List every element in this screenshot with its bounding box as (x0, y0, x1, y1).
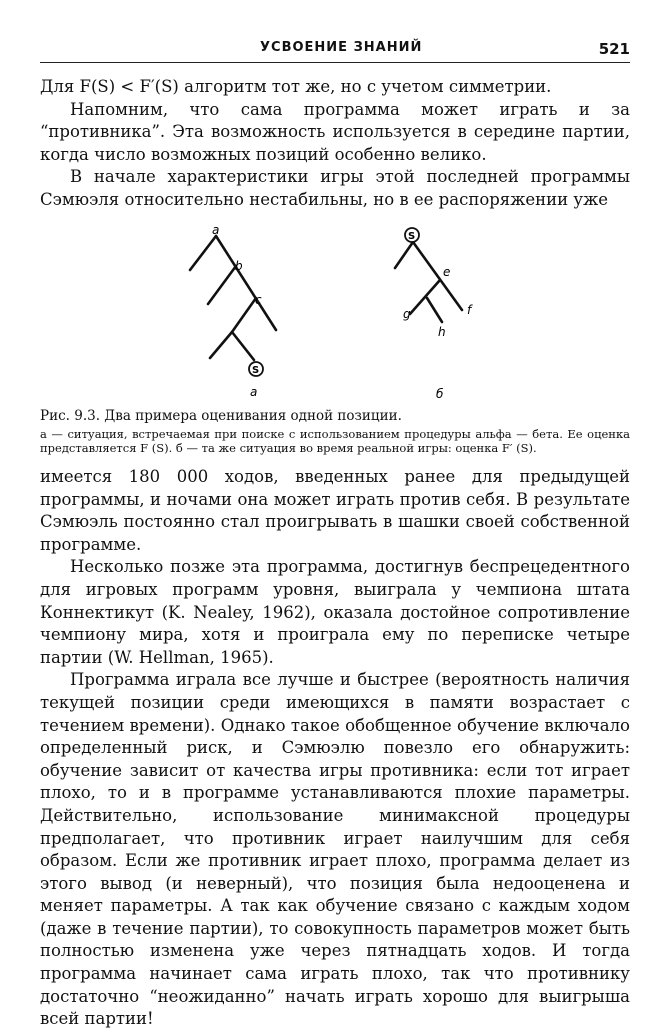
tree-a-edge (208, 266, 236, 304)
paragraph: Программа играла все лучше и быстрее (вероятность наличия текущей позиции среди имеющихся в памяти возрастает с течением времени). Однако такое обобщенное обучение включало определенный риск, и Сэмюэлю повезло его обнаружить: обучение зависит от качества игры противника: если тот играет плохо, то и в программе устанавливаются плохие параметры. Действительно, использование минимаксной процедуры предполагает, что противник играет наилучшим для себя образом. Если же противник играет плохо, программа делает из этого вывод (и неверный), что позиция была недооценена и меняет параметры. А так как обучение связано с каждым ходом (даже в течение партии), то совокупность параметров может быть полностью изменена уже через пятнадцать ходов. И тогда программа начинает сама играть плохо, так что противнику достаточно “неожиданно” начать играть хорошо для выигрыша всей партии! (40, 670, 630, 1029)
tree-b-sublabel: б (436, 387, 444, 400)
tree-a-edge (232, 332, 254, 360)
tree-a-edge (210, 332, 232, 358)
caption-title: Рис. 9.3. Два примера оценивания одной позиции. (40, 408, 402, 424)
caption-text: а — ситуация, встречаемая при поиске с использованием процедуры альфа — бета. Ее оценка представляется F (S). б — та же ситуация во время реальной игры: оценка F′ (S). (40, 427, 630, 455)
tree-a-edge (232, 298, 256, 332)
tree-b-edge (427, 298, 442, 322)
tree-b-node-f: f (467, 303, 472, 317)
tree-b-node-g: g (403, 307, 411, 321)
paragraph: Напомним, что сама программа может играть и за “противника”. Эта возможность используется в середине партии, когда число возможных позиций особенно велико. (40, 99, 630, 164)
paragraph: Несколько позже эта программа, достигнув беспрецедентного для игровых программ уровня, выиграла у чемпиона штата Коннектикут (K. Nealey, 1962), оказала достойное сопротивление чемпиону мира, хотя и проиграла ему по переписке четыре партии (W. Hellman, 1965). (40, 557, 630, 667)
tree-a-sublabel: а (250, 385, 258, 399)
figure-caption (40, 408, 630, 455)
tree-a-node-c: c (255, 293, 262, 307)
figure-9-3 (170, 218, 500, 400)
game-tree-diagram (170, 218, 500, 400)
body-text-bottom (40, 466, 630, 1031)
paragraph: В начале характеристики игры этой последней программы Сэмюэля относительно нестабильны, но в ее распоряжении уже (40, 167, 630, 209)
tree-a-node-a: a (212, 223, 220, 237)
tree-b-node-s: S (408, 231, 416, 242)
body-text-top (40, 76, 630, 212)
running-title: УСВОЕНИЕ ЗНАНИЙ (260, 40, 423, 55)
page-number: 521 (598, 40, 630, 58)
tree-a-node-s: S (252, 365, 260, 376)
running-header (40, 40, 630, 62)
paragraph-formula: Для F(S) < F′(S) алгоритм тот же, но с учетом симметрии. (40, 77, 552, 96)
tree-b-edge (410, 280, 440, 314)
tree-b-node-e: e (443, 265, 451, 279)
tree-a-node-b: b (235, 259, 243, 273)
header-rule (40, 62, 630, 63)
tree-b-edge (395, 242, 413, 268)
tree-b-node-h: h (438, 325, 446, 339)
tree-b-edge (413, 242, 462, 310)
paragraph-continued: имеется 180 000 ходов, введенных ранее для предыдущей программы, и ночами она может играть против себя. В результате Сэмюэль постоянно стал проигрывать в шашки своей собственной программе. (40, 467, 630, 554)
tree-a-edge (190, 236, 216, 270)
